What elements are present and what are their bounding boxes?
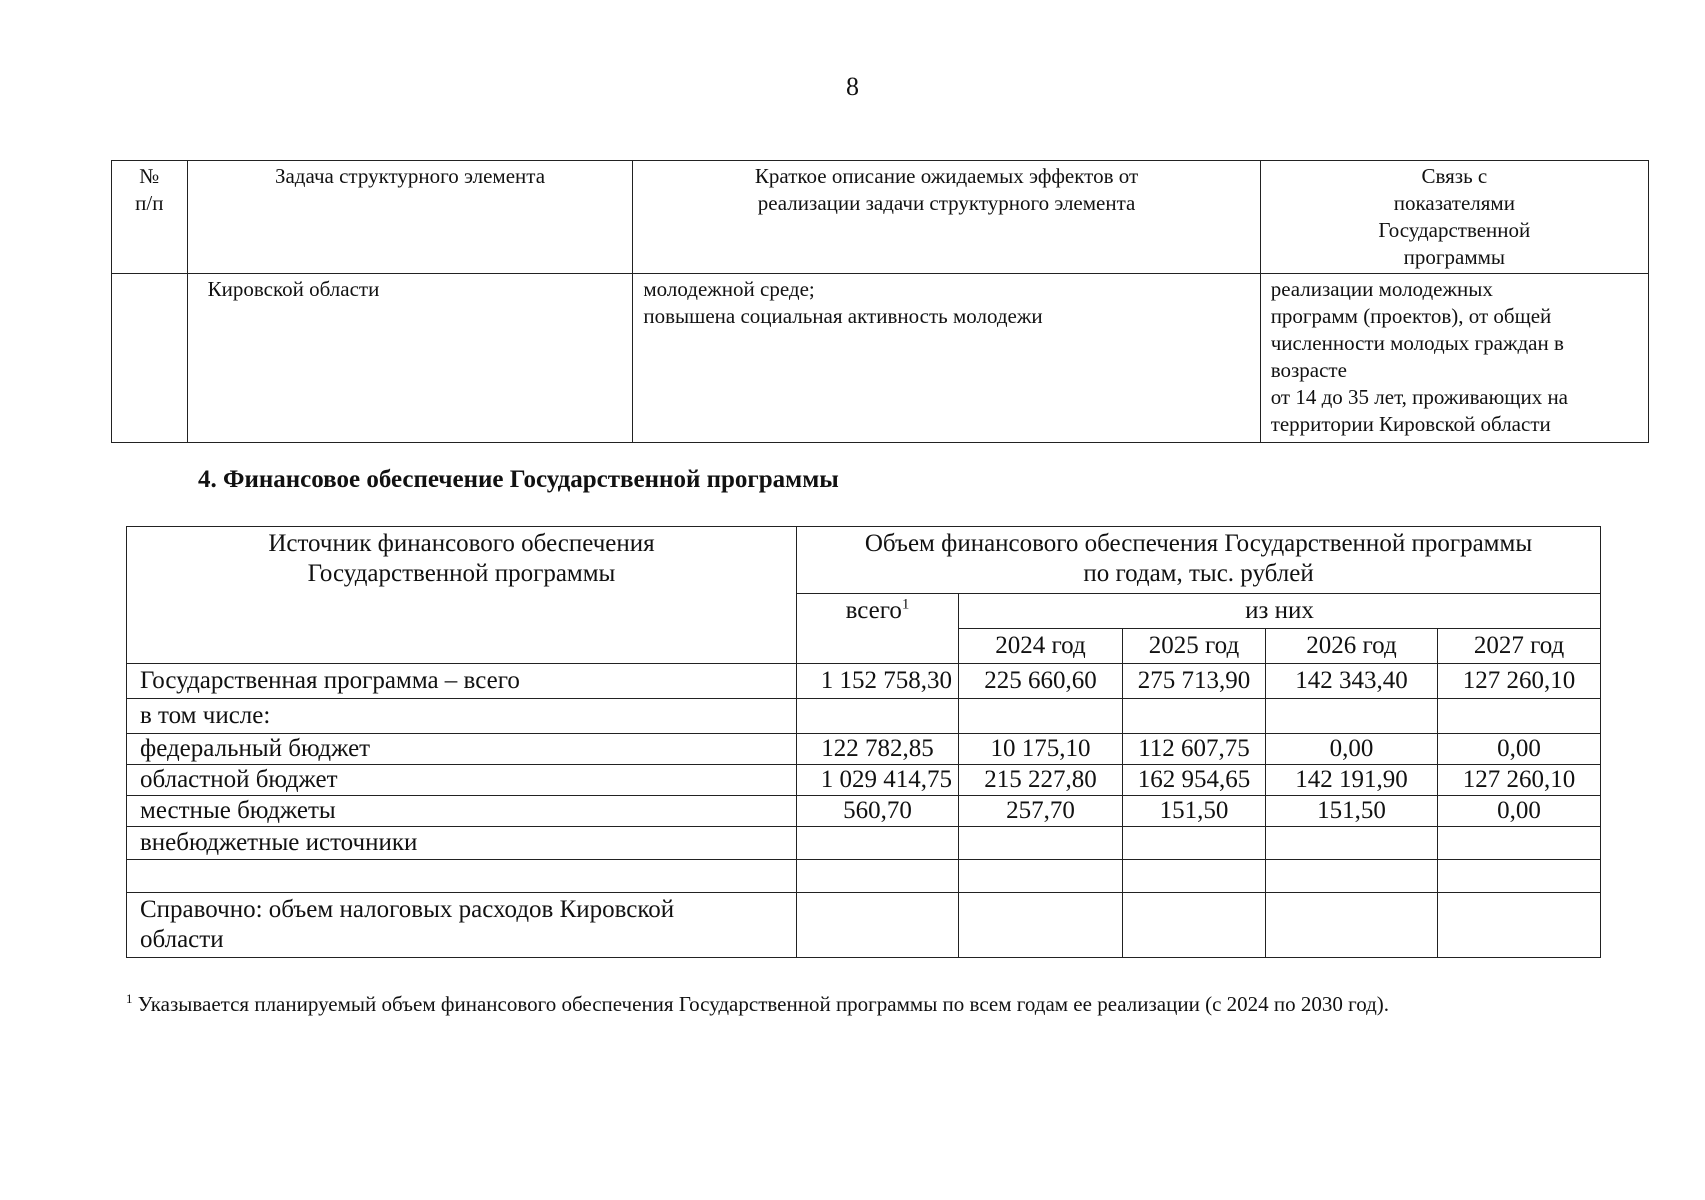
table-row — [127, 860, 1601, 893]
table-row — [127, 796, 1601, 827]
header-funding-volume: Объем финансового обеспечения Государственной программы по годам, тыс. рублей — [797, 527, 1601, 594]
header-year-2024: 2024 год — [959, 629, 1123, 664]
cell-2026: 0,00 — [1266, 734, 1438, 765]
cell-2027: 127 260,10 — [1438, 664, 1601, 699]
cell-total: 122 782,85 — [797, 734, 959, 765]
table-row — [127, 893, 1601, 958]
cell-2024: 257,70 — [959, 796, 1123, 827]
header-indicator-link: Связь с показателями Государственной программы — [1260, 161, 1648, 274]
structural-element-tasks-table — [111, 160, 1649, 443]
cell-total: 1 152 758,30 — [797, 664, 959, 699]
table-row — [127, 699, 1601, 734]
header-task: Задача структурного элемента — [187, 161, 633, 274]
cell-2024: 215 227,80 — [959, 765, 1123, 796]
cell-2026: 142 191,90 — [1266, 765, 1438, 796]
header-total-label: всего — [845, 597, 902, 624]
header-total-footnote-mark: 1 — [901, 596, 910, 613]
cell-2027: 0,00 — [1438, 796, 1601, 827]
cell-2025: 162 954,65 — [1123, 765, 1266, 796]
cell-2025: 112 607,75 — [1123, 734, 1266, 765]
row-label — [127, 860, 797, 893]
cell-2026: 142 343,40 — [1266, 664, 1438, 699]
cell-2026: 151,50 — [1266, 796, 1438, 827]
cell-2026 — [1266, 893, 1438, 958]
cell-2025 — [1123, 860, 1266, 893]
cell-2025 — [1123, 699, 1266, 734]
cell-2027 — [1438, 827, 1601, 860]
cell-2024 — [959, 827, 1123, 860]
cell-total: 1 029 414,75 — [797, 765, 959, 796]
row-label: Государственная программа – всего — [127, 664, 797, 699]
row-label: областной бюджет — [127, 765, 797, 796]
header-of-which: из них — [959, 594, 1601, 629]
table-row — [127, 765, 1601, 796]
table-row — [127, 734, 1601, 765]
header-year-2027: 2027 год — [1438, 629, 1601, 664]
header-effects: Краткое описание ожидаемых эффектов от реализации задачи структурного элемента — [633, 161, 1260, 274]
financing-header-row — [127, 527, 1601, 594]
cell-total — [797, 893, 959, 958]
cell-2024 — [959, 699, 1123, 734]
cell-2027: 0,00 — [1438, 734, 1601, 765]
cell-2026 — [1266, 699, 1438, 734]
row-label: федеральный бюджет — [127, 734, 797, 765]
cell-2027 — [1438, 860, 1601, 893]
header-number: № п/п — [112, 161, 188, 274]
header-year-2025: 2025 год — [1123, 629, 1266, 664]
footnote-text: Указывается планируемый объем финансового обеспечения Государственной программы по всем годам ее реализации (с 2024 по 2030 год). — [132, 992, 1390, 1016]
page-number: 8 — [846, 72, 859, 101]
row-number — [112, 274, 188, 443]
header-year-2026: 2026 год — [1266, 629, 1438, 664]
cell-2027: 127 260,10 — [1438, 765, 1601, 796]
cell-2026 — [1266, 860, 1438, 893]
row-indicator-link: реализации молодежных программ (проектов), от общей численности молодых граждан в возрасте от 14 до 35 лет, проживающих на территории Кировской области — [1260, 274, 1648, 443]
cell-2024: 10 175,10 — [959, 734, 1123, 765]
cell-2024 — [959, 860, 1123, 893]
cell-2025 — [1123, 893, 1266, 958]
footnote-mark: 1 — [126, 991, 133, 1006]
cell-total: 560,70 — [797, 796, 959, 827]
cell-total — [797, 699, 959, 734]
cell-2024: 225 660,60 — [959, 664, 1123, 699]
cell-2027 — [1438, 893, 1601, 958]
table-header-row — [112, 161, 1649, 274]
table-row — [112, 274, 1649, 443]
cell-total — [797, 860, 959, 893]
cell-2025: 275 713,90 — [1123, 664, 1266, 699]
row-label: местные бюджеты — [127, 796, 797, 827]
table-row — [127, 827, 1601, 860]
cell-2027 — [1438, 699, 1601, 734]
row-label: внебюджетные источники — [127, 827, 797, 860]
header-funding-source: Источник финансового обеспечения Государственной программы — [127, 527, 797, 664]
header-total — [797, 594, 959, 664]
cell-2025: 151,50 — [1123, 796, 1266, 827]
row-effects: молодежной среде; повышена социальная активность молодежи — [633, 274, 1260, 443]
financing-table — [126, 526, 1601, 958]
cell-total — [797, 827, 959, 860]
table-row — [127, 664, 1601, 699]
cell-2025 — [1123, 827, 1266, 860]
row-task: Кировской области — [187, 274, 633, 443]
row-label: в том числе: — [127, 699, 797, 734]
footnote — [126, 992, 1389, 1017]
section-heading: 4. Финансовое обеспечение Государственной программы — [198, 466, 839, 493]
row-label: Справочно: объем налоговых расходов Кировской области — [127, 893, 797, 958]
cell-2024 — [959, 893, 1123, 958]
cell-2026 — [1266, 827, 1438, 860]
